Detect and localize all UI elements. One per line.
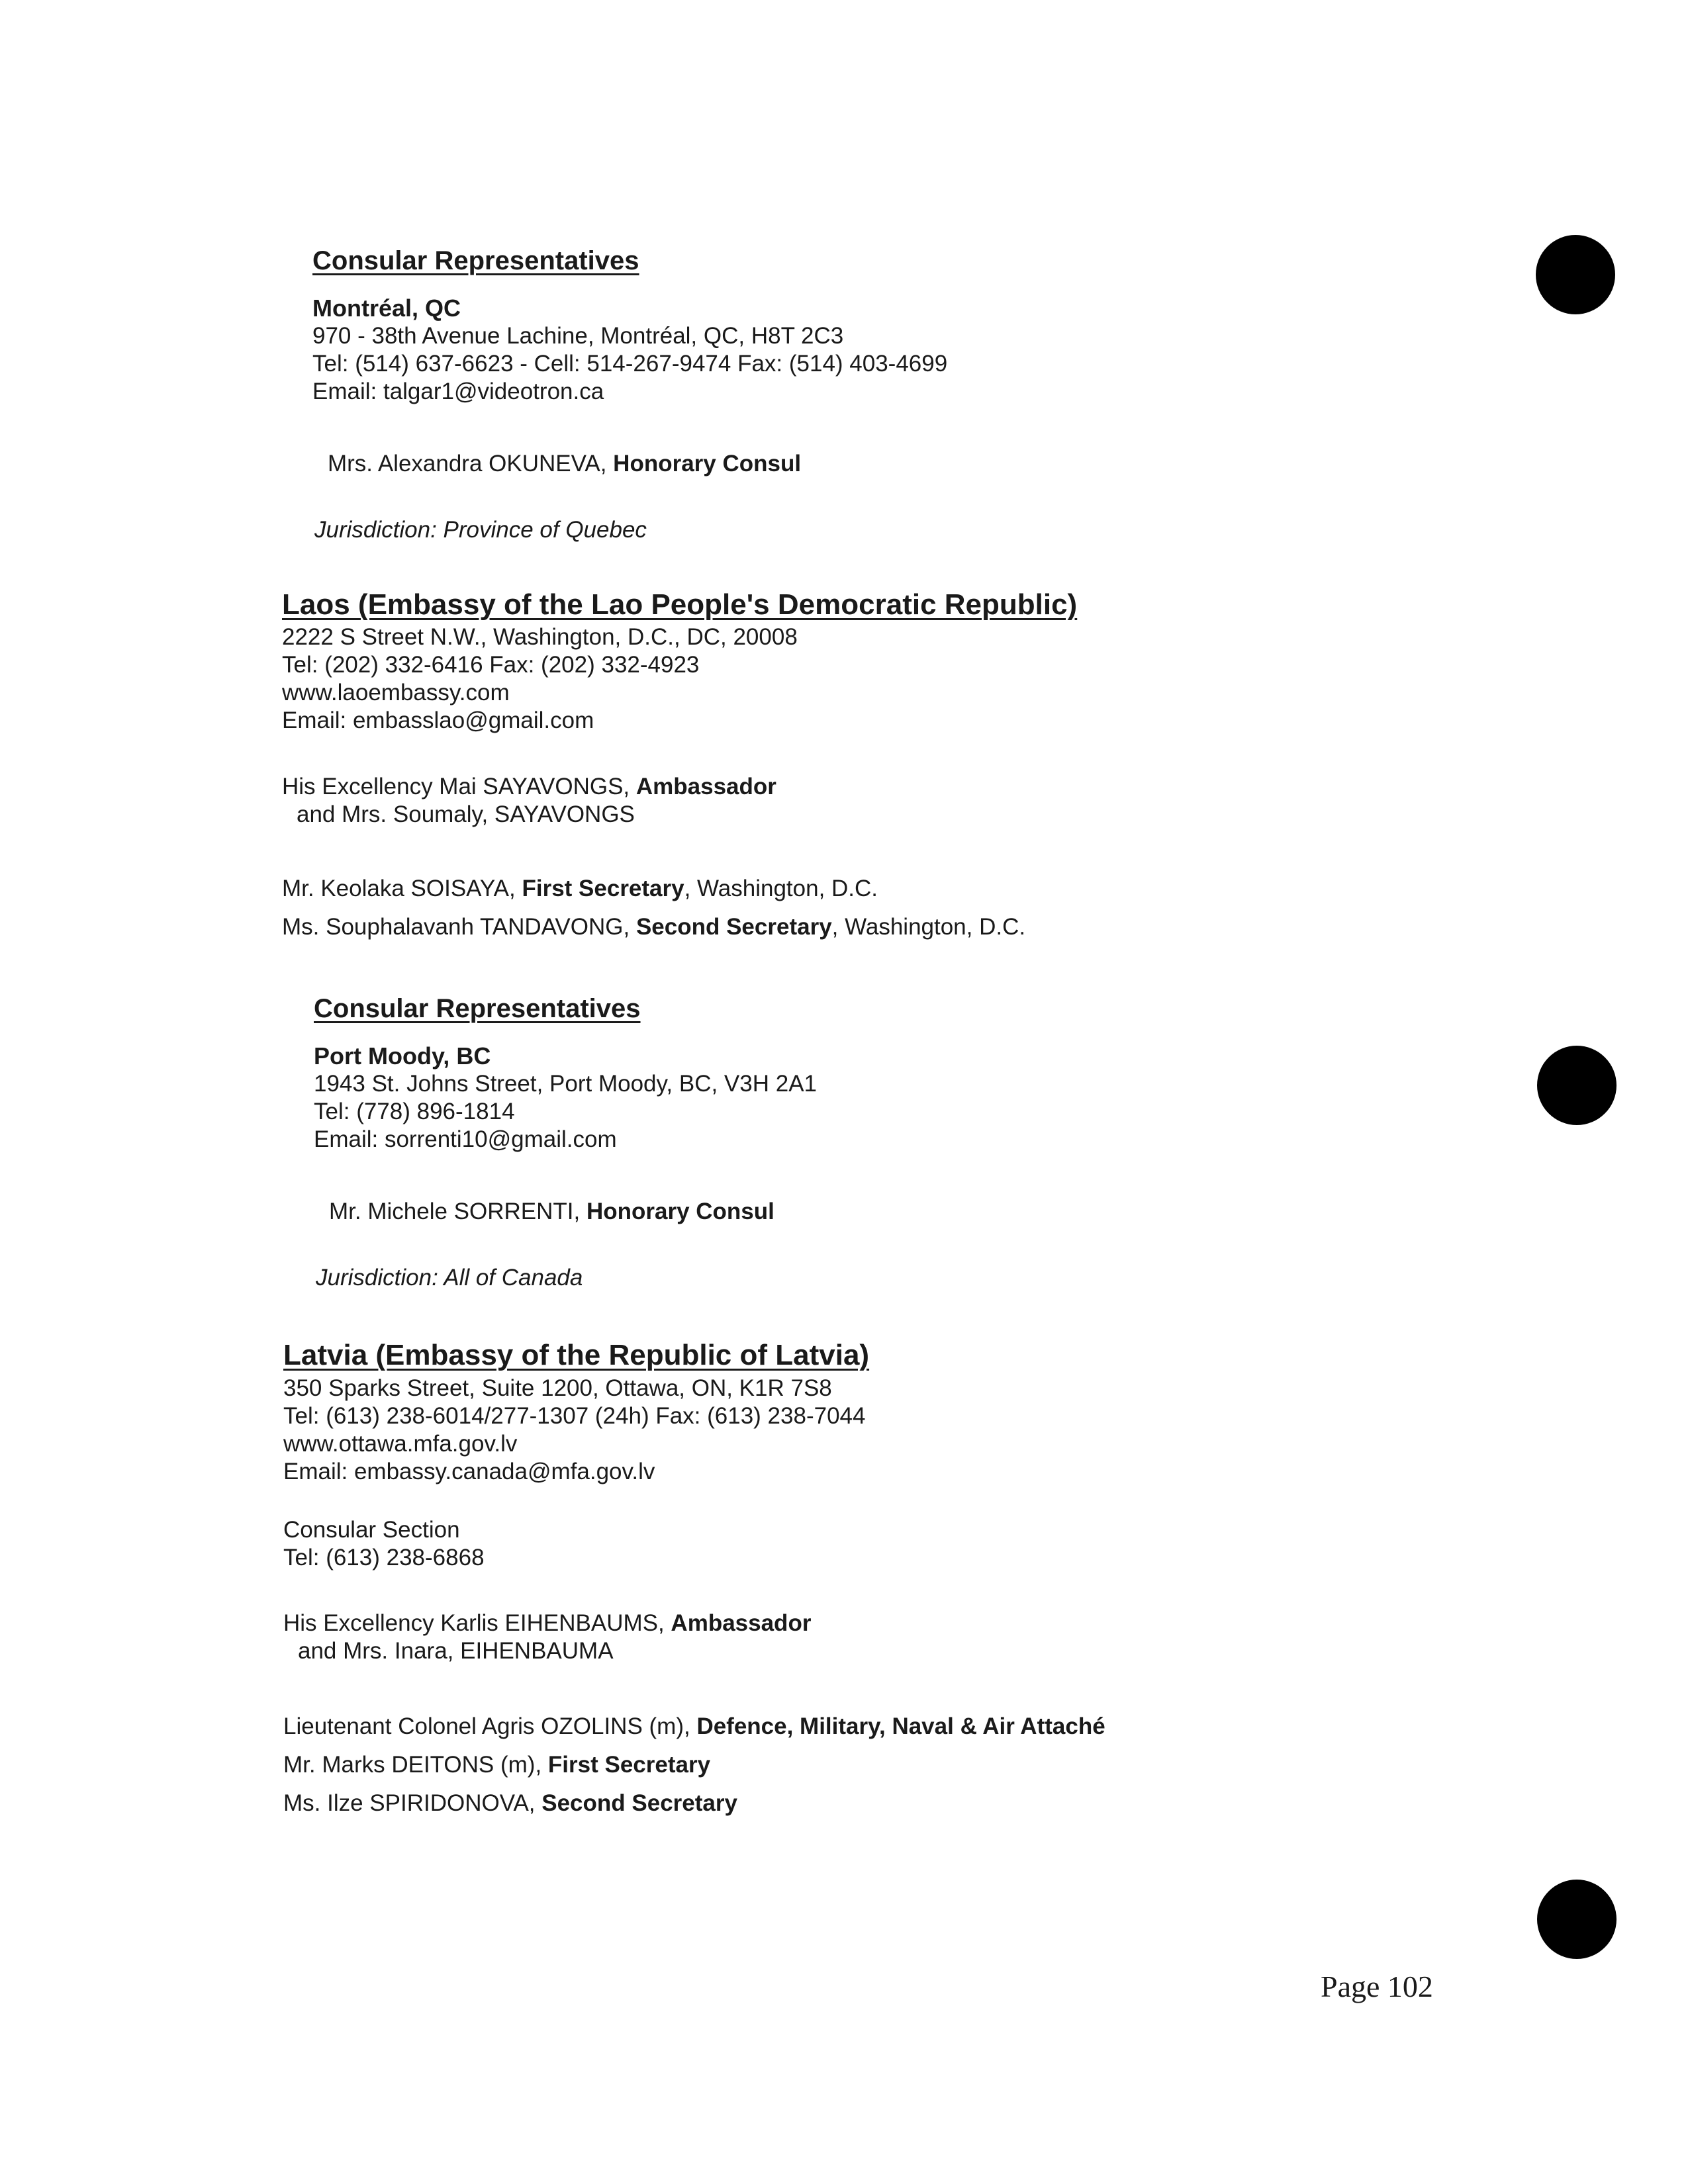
embassy-heading: Latvia (Embassy of the Republic of Latvia) [283, 1339, 870, 1371]
phone: Tel: (613) 238-6014/277-1307 (24h) Fax: (613) 238-7044 [283, 1403, 866, 1429]
jurisdiction: Jurisdiction: All of Canada [316, 1265, 583, 1291]
staff-title: Defence, Military, Naval & Air Attaché [696, 1713, 1105, 1739]
consul-entry [328, 450, 801, 478]
staff-title: Second Secretary [541, 1790, 737, 1816]
website: www.ottawa.mfa.gov.lv [283, 1431, 518, 1457]
staff-name: Ms. Souphalavanh TANDAVONG, [282, 914, 636, 940]
consul-name: Mrs. Alexandra OKUNEVA, [328, 451, 614, 477]
consul-title: Honorary Consul [586, 1199, 774, 1224]
website: www.laoembassy.com [282, 680, 510, 705]
jurisdiction: Jurisdiction: Province of Quebec [314, 517, 647, 543]
city-name: Montréal, QC [312, 295, 461, 322]
staff-entry [283, 1751, 710, 1779]
ambassador-spouse: and Mrs. Inara, EIHENBAUMA [298, 1638, 614, 1664]
staff-title: First Secretary [522, 876, 684, 901]
section-heading: Consular Representatives [314, 994, 641, 1023]
ambassador-name: His Excellency Mai SAYAVONGS, [282, 774, 636, 799]
embassy-heading: Laos (Embassy of the Lao People's Democratic Republic) [282, 588, 1078, 621]
consular-section-label: Consular Section [283, 1517, 460, 1543]
city-name: Port Moody, BC [314, 1042, 491, 1069]
phone: Tel: (202) 332-6416 Fax: (202) 332-4923 [282, 652, 700, 678]
consul-name: Mr. Michele SORRENTI, [329, 1199, 586, 1224]
staff-entry [283, 1790, 737, 1817]
ambassador-name: His Excellency Karlis EIHENBAUMS, [283, 1610, 671, 1636]
page-number: Page 102 [1321, 1970, 1433, 2003]
address: 350 Sparks Street, Suite 1200, Ottawa, ON, K1R 7S8 [283, 1375, 832, 1401]
consul-entry [329, 1198, 774, 1226]
ambassador-spouse: and Mrs. Soumaly, SAYAVONGS [297, 801, 635, 827]
staff-entry [282, 913, 1025, 941]
consular-phone: Tel: (613) 238-6868 [283, 1545, 485, 1570]
ambassador-title: Ambassador [635, 774, 776, 799]
address: 2222 S Street N.W., Washington, D.C., DC, 20008 [282, 624, 798, 650]
staff-name: Ms. Ilze SPIRIDONOVA, [283, 1790, 542, 1816]
consul-title: Honorary Consul [613, 451, 802, 477]
staff-name: Mr. Keolaka SOISAYA, [282, 876, 522, 901]
email: Email: embasslao@gmail.com [282, 707, 594, 733]
ambassador-entry [282, 773, 776, 801]
address: 970 - 38th Avenue Lachine, Montréal, QC, H8T 2C3 [312, 323, 844, 349]
punch-hole-bottom [1537, 1880, 1617, 1959]
staff-location: , Washington, D.C. [684, 876, 878, 901]
staff-entry [282, 875, 878, 903]
phone: Tel: (778) 896-1814 [314, 1099, 515, 1124]
staff-location: , Washington, D.C. [831, 914, 1026, 940]
staff-name: Mr. Marks DEITONS (m), [283, 1752, 548, 1778]
ambassador-title: Ambassador [671, 1610, 812, 1636]
staff-title: Second Secretary [635, 914, 832, 940]
staff-entry [283, 1713, 1105, 1741]
email: Email: sorrenti10@gmail.com [314, 1126, 617, 1152]
phone: Tel: (514) 637-6623 - Cell: 514-267-9474 Fax: (514) 403-4699 [312, 351, 948, 377]
staff-name: Lieutenant Colonel Agris OZOLINS (m), [283, 1713, 697, 1739]
section-heading: Consular Representatives [312, 246, 639, 275]
email: Email: embassy.canada@mfa.gov.lv [283, 1459, 655, 1484]
punch-hole-top [1536, 235, 1615, 314]
ambassador-entry [283, 1610, 811, 1637]
email: Email: talgar1@videotron.ca [312, 379, 604, 404]
punch-hole-middle [1537, 1046, 1617, 1125]
address: 1943 St. Johns Street, Port Moody, BC, V3H 2A1 [314, 1071, 818, 1097]
staff-title: First Secretary [547, 1752, 711, 1778]
